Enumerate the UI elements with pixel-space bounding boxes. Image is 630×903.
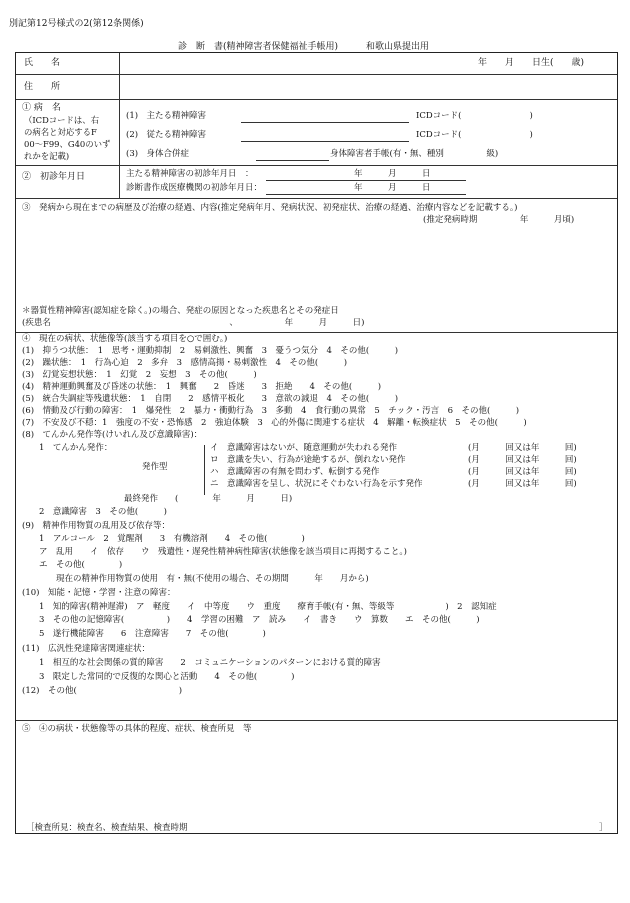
symptom-line: (12) その他( ) (22, 686, 183, 696)
seizure-type-label: 発作型 (142, 462, 168, 472)
row-divider (16, 198, 617, 199)
column-divider (119, 53, 120, 198)
symptom-line: (6) 情動及び行動の障害： 1 爆発性 2 暴力・衝動行為 3 多動 4 食行動の異常 5 チック・汚言 6 その他( ) (22, 406, 520, 416)
document-title (178, 39, 429, 52)
seizure-frequency: (月 回又は年 回) (468, 467, 577, 477)
symptoms-title: ④ 現在の病状、状態像等(該当する項目を○で囲む。) (22, 334, 228, 344)
organic-disorder-note: ＊器質性精神障害(認知症を除く。)の場合、発症の原因となった疾患名とその発症日 (22, 306, 339, 316)
symptom-line: 1 相互的な社会関係の質的障害 2 コミュニケーションのパターンにおける質的障害 (22, 658, 381, 668)
symptom-line: 2 意識障害 3 その他( ) (22, 507, 167, 517)
main-disorder-line (241, 122, 409, 123)
symptom-line: (9) 精神作用物質の乱用及び依存等： (22, 521, 171, 531)
row-divider (16, 165, 617, 166)
seizure-type-item: イ 意識障害はないが、随意運動が失われる発作 (210, 443, 398, 453)
symptom-line: (8) てんかん発作等(けいれん及び意識障害)： (22, 430, 203, 440)
organic-disorder-fill: (疾患名 、 年 月 日) (22, 318, 365, 328)
seizure-bracket (204, 445, 205, 495)
row-divider (16, 720, 617, 721)
symptom-line: (11) 広汎性発達障害関連症状： (22, 644, 150, 654)
sub-disorder-label: (2) 従たる精神障害 (126, 130, 207, 140)
history-title: ③ 発病から現在までの病歴及び治療の経過、内容(推定発病年月、発病状況、初発症状、治療の経過、治療内容などを記載する。) (22, 203, 518, 213)
exam-findings-close: ］ (599, 823, 608, 833)
disease-label-line: 00～F99、G40のいず (24, 139, 111, 149)
first-visit-label: ② 初診年月日 (22, 172, 86, 182)
sub-icd-field: ICDコード( ) (416, 130, 533, 140)
form-number: 別記第12号様式の2(第12条関係) (9, 19, 144, 29)
first-visit-main-date: 年 月 日 (354, 169, 431, 179)
sub-disorder-line (241, 141, 409, 142)
symptom-line: (5) 統合失調症等残遺状態： 1 自閉 2 感情平板化 3 意欲の減退 4 その他( ) (22, 394, 399, 404)
symptom-line: 現在の精神作用物質の使用 有・無(不使用の場合、その期間 年 月から) (22, 574, 369, 584)
row-divider (16, 332, 617, 333)
main-icd-field: ICDコード( ) (416, 111, 533, 121)
row-divider (16, 99, 617, 100)
estimated-onset: (推定発病時期 年 月頃) (423, 215, 575, 225)
first-visit-facility: 診断書作成医療機関の初診年月日： (126, 183, 263, 193)
seizure-type-item: ハ 意識障害の有無を問わず、転倒する発作 (210, 467, 380, 477)
symptom-line: (7) 不安及び不穏：1 強度の不安・恐怖感 2 強迫体験 3 心的外傷に関連する症状 4 解離・転換症状 5 その他( ) (22, 418, 527, 428)
seizure-frequency: (月 回又は年 回) (468, 443, 577, 453)
symptom-line: 1 てんかん発作： (22, 443, 113, 453)
first-visit-facility-line (266, 194, 466, 195)
seizure-type-item: ニ 意識障害を呈し、状況にそぐわない行為を示す発作 (210, 479, 423, 489)
findings-title: ⑤ ④の病状・状態像等の具体的程度、症状、検査所見 等 (22, 724, 252, 734)
disease-label-line: ① 病 名 (22, 103, 61, 113)
disability-notebook-field: 身体障害者手帳(有・無、種別 級) (330, 149, 499, 159)
symptom-line: エ その他( ) (22, 560, 123, 570)
main-disorder-label: (1) 主たる精神障害 (126, 111, 207, 121)
symptom-line: (10) 知能・記憶・学習・注意の障害： (22, 588, 176, 598)
symptom-line: (4) 精神運動興奮及び昏迷の状態： 1 興奮 2 昏迷 3 拒絶 4 その他( ) (22, 382, 382, 392)
first-visit-facility-date: 年 月 日 (354, 183, 431, 193)
seizure-type-item: ロ 意識を失い、行為が途絶するが、倒れない発作 (210, 455, 406, 465)
diagnosis-form (15, 52, 618, 834)
symptom-line: 1 アルコール 2 覚醒剤 3 有機溶剤 4 その他( ) (22, 534, 305, 544)
symptom-line: 3 その他の記憶障害( ) 4 学習の困難 ア 読み イ 書き ウ 算数 エ その他( ) (22, 615, 480, 625)
seizure-frequency: (月 回又は年 回) (468, 455, 577, 465)
symptom-line: (2) 躁状態： 1 行為心迫 2 多弁 3 感情高揚・易刺激性 4 その他( ) (22, 358, 348, 368)
symptom-line: 5 遂行機能障害 6 注意障害 7 その他( ) (22, 629, 266, 639)
row-divider (16, 74, 617, 75)
exam-findings: ［検査所見：検査名、検査結果、検査時期 (26, 823, 188, 833)
prefecture-text: 和歌山県提出用 (366, 42, 430, 52)
disease-label-line: れかを記載) (24, 151, 70, 161)
symptom-line: 最終発作 ( 年 月 日) (22, 494, 293, 504)
symptom-line: (3) 幻覚妄想状態： 1 幻覚 2 妄想 3 その他( ) (22, 370, 257, 380)
symptom-line: ア 乱用 イ 依存 ウ 残遺性・遅発性精神病性障害(状態像を該当項目に再掲すること。) (22, 547, 407, 557)
birth-date-field: 年 月 日生( 歳) (478, 58, 585, 68)
address-label: 住 所 (24, 82, 61, 92)
seizure-frequency: (月 回又は年 回) (468, 479, 577, 489)
first-visit-main: 主たる精神障害の初診年月日 ： (126, 169, 254, 179)
name-label: 氏 名 (24, 58, 61, 68)
disease-label-line: （ICDコードは、右 (24, 115, 100, 125)
symptom-line: (1) 抑うつ状態： 1 思考・運動抑制 2 易刺激性、興奮 3 憂うつ気分 4 その他( ) (22, 346, 399, 356)
symptom-line: 1 知的障害(精神遅滞) ア 軽度 イ 中等度 ウ 重度 療育手帳(有・無、等級等 ) 2 認知症 (22, 602, 497, 612)
symptom-line: 3 限定した常同的で反復的な関心と活動 4 その他( ) (22, 672, 295, 682)
physical-complication-label: (3) 身体合併症 (126, 149, 190, 159)
first-visit-main-line (266, 180, 466, 181)
title-text: 診 断 書(精神障害者保健福祉手帳用) (178, 42, 339, 52)
physical-complication-line (256, 160, 329, 161)
disease-label-line: の病名と対応するF (24, 127, 97, 137)
